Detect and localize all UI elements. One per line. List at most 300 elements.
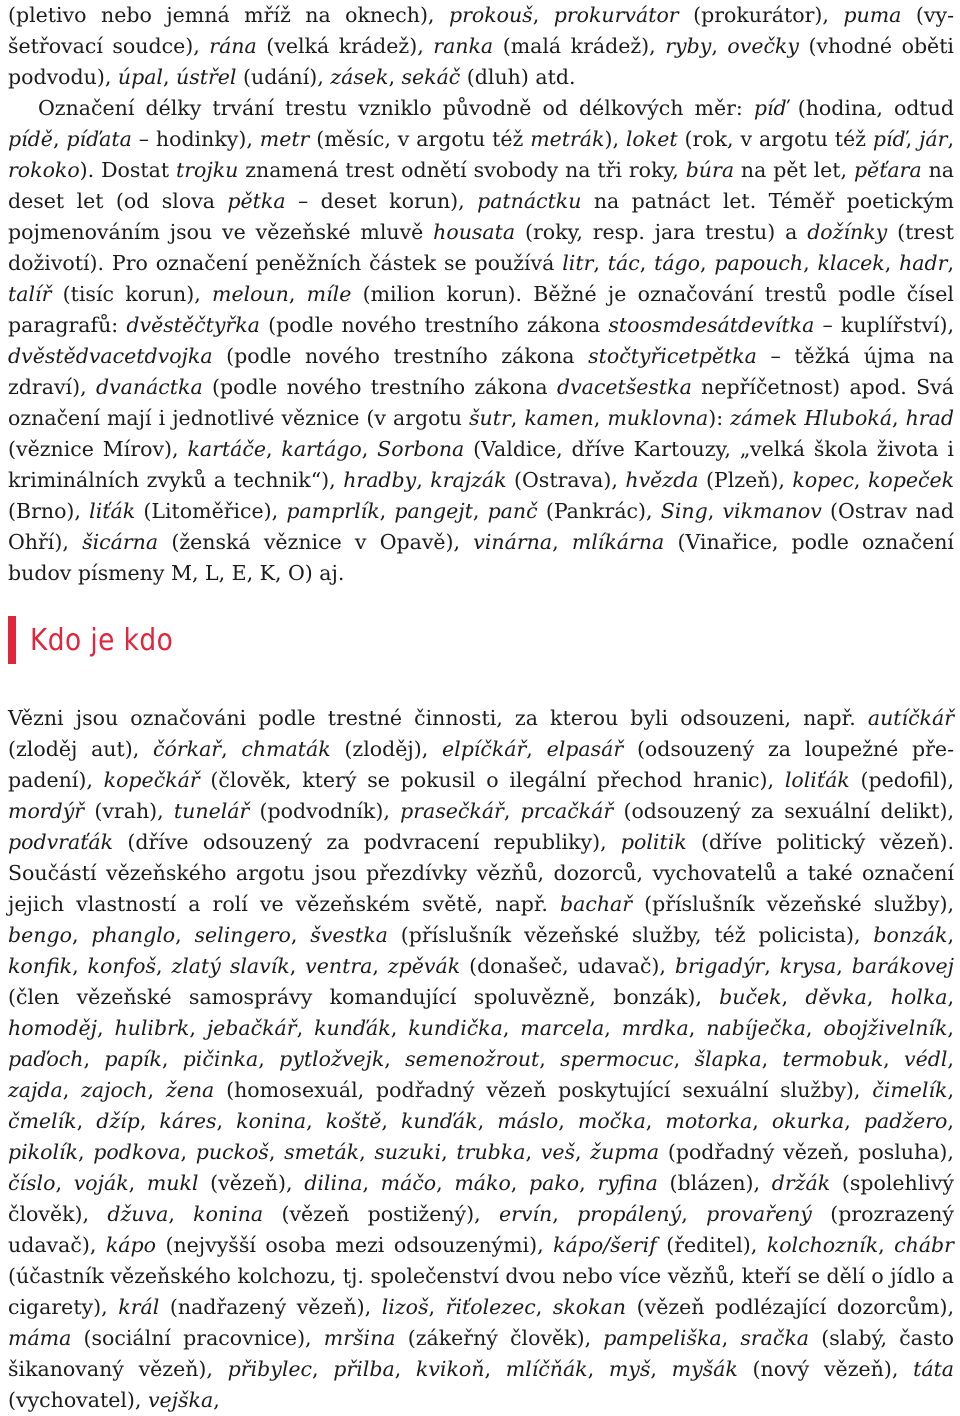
slang-term: krysa [779,954,837,978]
paragraph-sentence-lengths [8,93,954,589]
text-run: (účastník vězeňského kolchozu, tj. společenství dvou nebo více vězňů, kteří se dělí o jídlo a cigarety), [8,1264,954,1319]
slang-term: zajda [8,1078,63,1102]
text-run: (Litoměřice), [135,499,287,523]
text-run: (podvodník), [249,799,401,823]
text-run: , [781,985,806,1009]
slang-term: pytložvejk [279,1047,385,1071]
slang-term: šlapka [694,1047,762,1071]
text-run: ). Dostat [79,158,176,182]
slang-term: phanglo [91,923,176,947]
text-run: , [650,1357,672,1381]
text-run: (trest doživotí). Pro označení peněžních částek se používá [8,220,954,275]
text-run: , [526,737,547,761]
slang-term: búra [685,158,735,182]
slang-term: zámek Hluboká [730,406,893,430]
text-run: , [947,1016,954,1040]
slang-term: buček [719,985,782,1009]
text-run: (sociální pracovnice), [71,1326,324,1350]
slang-term: lizoš [381,1295,429,1319]
text-run: (zloděj aut), [8,737,154,761]
text-run: , [579,1171,598,1195]
slang-term: táta [913,1357,954,1381]
text-run: – kuplířství), [814,313,954,337]
slang-term: píďata [66,127,132,151]
text-run: , [213,1388,220,1412]
slang-term: autíčkář [867,706,954,730]
text-run: , [681,1202,707,1226]
slang-term: čmelík [8,1109,77,1133]
heading-accent-bar [8,616,16,664]
slang-term: marcela [520,1016,605,1040]
text-run: , [289,954,306,978]
slang-term: zpěvák [387,954,461,978]
text-run: , [947,1109,954,1133]
text-run: , [189,1016,207,1040]
slang-term: barákovej [851,954,954,978]
text-run: , [162,65,177,89]
text-run: , [155,954,172,978]
slang-term: chábr [894,1233,954,1257]
text-run: na deset let (od slova [8,158,954,213]
slang-term: kápo/šerif [553,1233,657,1257]
slang-term: patnáctku [477,189,582,213]
text-run: , [878,1233,895,1257]
slang-term: motorka [665,1109,753,1133]
slang-term: mordýř [8,799,85,823]
slang-term: védl [904,1047,948,1071]
slang-term: veš [540,1140,575,1164]
text-run: (pedofil), [849,768,954,792]
text-run: (zloděj), [330,737,442,761]
text-run: , [947,923,954,947]
text-run: ): [708,406,731,430]
text-run: (vězeň podlézající dozorcům), [626,1295,954,1319]
slang-term: meloun [212,282,289,306]
slang-term: kundička [408,1016,503,1040]
text-run: (podle nového trestního zákona [259,313,609,337]
slang-term: ervín [498,1202,553,1226]
slang-term: paďoch [8,1047,84,1071]
slang-term: puma [843,3,902,27]
text-run: – hodinky), [131,127,260,151]
text-run: (hodina, odtud [786,96,954,120]
text-run: (Ostrav nad Ohří), [8,499,954,554]
slang-term: metr [259,127,310,151]
text-run: , [175,923,195,947]
text-run: (slabý, často šikanovaný vězeň), [8,1326,954,1381]
text-run: , [161,1047,183,1071]
text-run: , [147,1078,166,1102]
text-run: , [700,251,715,275]
document-page [8,0,954,1416]
text-run: (Plzeň), [698,468,793,492]
text-run: , [574,1140,591,1164]
slang-term: stočtyřicetpětka [588,344,757,368]
slang-term: děvka [805,985,867,1009]
slang-term: prokurvátor [553,3,679,27]
text-run: , [290,923,311,947]
text-run: , [805,1016,824,1040]
text-run: , [477,1109,498,1133]
text-run: , [312,1357,334,1381]
text-run: , [168,1202,194,1226]
slang-term: loliťák [784,768,850,792]
text-run: (vězeň postižený), [263,1202,499,1226]
slang-term: bengo [8,923,72,947]
text-run: na patnáct let. Téměř poetickým pojmenováním jsou ve vězeňské mluvě [8,189,954,244]
slang-term: papík [104,1047,162,1071]
slang-term: holka [890,985,948,1009]
slang-term: šutr [469,406,511,430]
text-run: (věznice Mírov), [8,437,188,461]
slang-term: vikmanov [722,499,822,523]
text-run: , [752,1109,772,1133]
text-run: (dříve odsouzený za podvracení republiky), [113,830,621,854]
slang-term: dvěstědvacetdvojka [8,344,213,368]
slang-term: tunelář [173,799,250,823]
text-run: (vychovatel), [8,1388,148,1412]
text-run: , [361,437,378,461]
slang-term: džuva [107,1202,169,1226]
slang-term: pako [529,1171,580,1195]
text-run: (roky, resp. jara trestu) a [515,220,808,244]
slang-term: kopečkář [103,768,200,792]
slang-term: pěťara [853,158,922,182]
text-run: (člověk, který se pokusil o ilegální přechod hranic), [199,768,785,792]
text-run: (podle nového trestního zákona [202,375,557,399]
slang-term: papouch [714,251,804,275]
slang-term: pampeliška [603,1326,722,1350]
slang-term: držák [771,1171,831,1195]
slang-term: nabíječka [706,1016,806,1040]
slang-term: elpíčkář [442,737,527,761]
slang-term: tágo [654,251,701,275]
slang-term: propálený [577,1202,682,1226]
slang-term: kvikoň [415,1357,485,1381]
slang-term: píď [872,127,906,151]
slang-term: dilina [304,1171,363,1195]
text-run: (Ostrava), [506,468,626,492]
text-run: , [390,1016,409,1040]
text-run: ), [604,127,626,151]
slang-term: máma [8,1326,72,1350]
slang-term: hvězda [625,468,699,492]
slang-term: jebačkář [206,1016,297,1040]
text-run: , [139,1109,160,1133]
text-run: (Brno), [8,499,90,523]
slang-term: vinárna [473,530,553,554]
slang-term: hulibrk [114,1016,190,1040]
slang-term: konfoš [87,954,156,978]
text-run: , [947,127,954,151]
slang-term: pikolík [8,1140,78,1164]
text-run: (podřadný vězeň, posluha), [659,1140,954,1164]
slang-term: konina [193,1202,264,1226]
text-run: – těžká újma na zdraví), [8,344,954,399]
text-run: – deset korun), [285,189,478,213]
slang-term: máko [454,1171,511,1195]
slang-term: podvraťák [8,830,114,854]
text-run: , [905,127,920,151]
slang-term: ranka [433,34,494,58]
text-run: , [76,1109,97,1133]
text-run: (blázen), [657,1171,772,1195]
slang-term: padžero [863,1109,948,1133]
slang-term: pičinka [182,1047,259,1071]
text-run: , [379,499,395,523]
slang-term: džíp [96,1109,140,1133]
slang-term: řiťolezec [445,1295,536,1319]
text-run: , [604,1016,622,1040]
text-run: , [844,1109,864,1133]
text-run: (zákeřný člověk), [395,1326,604,1350]
slang-term: podkova [93,1140,181,1164]
slang-term: kamen [524,406,594,430]
slang-term: skokan [552,1295,626,1319]
text-run: , [892,406,906,430]
slang-term: puckoš [195,1140,269,1164]
slang-term: mukl [146,1171,199,1195]
text-run: na pět let, [734,158,854,182]
text-run: , [803,251,818,275]
slang-term: suzuki [374,1140,442,1164]
text-run: , [539,1047,561,1071]
slang-term: semenožrout [405,1047,540,1071]
text-run: , [721,1326,741,1350]
text-run: (odsouzený za loupežné přepadení), [8,737,954,792]
slang-term: čimelík [872,1078,948,1102]
text-run: (vězeň), [198,1171,305,1195]
text-run: , [645,1109,666,1133]
slang-term: pamprlík [286,499,380,523]
slang-term: homoděj [8,1016,97,1040]
slang-term: ryby [665,34,712,58]
slang-term: pangejt [394,499,473,523]
text-run: , [62,1078,82,1102]
slang-term: krajzák [430,468,507,492]
text-run: (ženská věznice v Opavě), [158,530,474,554]
slang-term: šicárna [82,530,159,554]
text-run: , [688,1016,707,1040]
slang-term: termobuk [782,1047,884,1071]
slang-term: močka [577,1109,646,1133]
text-run: , [673,1047,695,1071]
text-run: , [288,282,307,306]
text-run: , [306,1109,326,1133]
slang-term: kartáče [187,437,266,461]
text-run: , [128,1171,147,1195]
text-run: , [593,251,608,275]
text-run: , [436,1171,455,1195]
slang-term: žena [165,1078,215,1102]
text-run: Vězni jsou označováni podle trestné činnosti, za kterou byli odsouzeni, např. [8,706,868,730]
text-run: , [502,1016,521,1040]
slang-term: mlíkárna [571,530,665,554]
slang-term: selingero [194,923,291,947]
text-run: , [296,1016,315,1040]
slang-term: přilba [333,1357,395,1381]
slang-term: dvěstěčtyřka [126,313,260,337]
text-run: , [221,737,242,761]
paragraph-prison-slang-terms [8,0,954,93]
slang-term: muklovna [607,406,709,430]
text-run: znamená trest odnětí svobody na tři roky, [238,158,686,182]
slang-term: pídě [8,127,53,151]
slang-term: ovečky [727,34,799,58]
text-run: (příslušník vězeňské služby, též policista), [387,923,874,947]
text-run: , [711,34,728,58]
slang-term: ústřel [176,65,237,89]
slang-term: hadr [899,251,948,275]
slang-term: míle [306,282,352,306]
text-run: (nadřazený vězeň), [159,1295,382,1319]
slang-term: konfik [8,954,73,978]
slang-term: Sing [660,499,708,523]
text-run: , [359,1140,375,1164]
text-run: , [866,985,891,1009]
text-run: (rok, v argotu též [677,127,873,151]
text-run: , [761,1047,783,1071]
slang-term: máslo [497,1109,559,1133]
slang-term: zlatý slavík [171,954,290,978]
text-run: , [258,1047,280,1071]
slang-term: trubka [456,1140,526,1164]
slang-term: trojku [175,158,239,182]
slang-term: píď [753,96,787,120]
slang-term: litr [562,251,594,275]
text-run: , [384,1047,406,1071]
slang-term: župma [590,1140,660,1164]
slang-term: mršina [323,1326,396,1350]
text-run: , [525,1140,541,1164]
section-title: Kdo je kdo [30,622,174,658]
text-run: , [947,251,954,275]
slang-term: král [118,1295,160,1319]
text-run: , [884,251,900,275]
slang-term: prcačkář [520,799,614,823]
slang-term: rokoko [8,158,80,182]
text-run: , [552,1202,578,1226]
text-run: (homosexuál, podřadný vězeň poskytující sexuální služby), [214,1078,873,1102]
text-run: , [947,1078,954,1102]
slang-term: obojživelník [823,1016,948,1040]
text-run: , [388,65,402,89]
text-run: (prokurátor), [678,3,844,27]
slang-term: metrák [530,127,605,151]
text-run: Označení délky trvání trestu vzniklo původně od délkových měr: [38,96,754,120]
text-run: , [947,985,954,1009]
slang-term: dožínky [807,220,888,244]
text-run: , [52,127,67,151]
slang-term: housata [433,220,516,244]
slang-term: kápo [105,1233,156,1257]
text-run: (spolehlivý člověk), [8,1171,954,1226]
slang-term: bonzák [873,923,948,947]
slang-term: kopec [792,468,854,492]
text-run: , [639,251,655,275]
text-run: , [853,468,868,492]
slang-term: hradby [343,468,417,492]
slang-term: sračka [740,1326,810,1350]
slang-term: sekáč [401,65,461,89]
slang-term: klacek [817,251,885,275]
slang-term: myš [608,1357,651,1381]
text-run: , [416,468,431,492]
text-run: , [587,1357,609,1381]
slang-term: kunďák [314,1016,391,1040]
text-run: (vyšetřovací soudce), [8,3,954,58]
slang-term: pětka [227,189,286,213]
text-run: , [72,954,88,978]
slang-term: jár [919,127,948,151]
text-run: , [558,1109,578,1133]
text-run: nepříčetnost) apod. Svá označení mají i jednotlivé věznice (v argotu [8,375,954,430]
text-run: (dříve politický vězeň). Součástí vězeňského argotu jsou přezdívky vězňů, dozorců, vychovatelů a také označení jejich vlastností a rolí ve vězeňském světě, např. [8,830,954,916]
text-run: (podle nového trestního zákona [212,344,589,368]
slang-term: úpal [117,65,163,89]
slang-term: mlíčňák [505,1357,588,1381]
slang-term: koště [325,1109,382,1133]
slang-term: švestka [310,923,388,947]
text-run: , [394,1357,416,1381]
text-run: (měsíc, v argotu též [309,127,531,151]
text-run: , [77,1140,94,1164]
text-run: , [180,1140,196,1164]
slang-term: zajoch [81,1078,148,1102]
text-run: , [216,1109,237,1133]
slang-term: prokouš [448,3,533,27]
text-run: (vhodné oběti podvodu), [8,34,954,89]
text-run: (nejvyšší osoba mezi odsouzenými), [155,1233,554,1257]
text-run: (donašeč, udavač), [460,954,675,978]
section-heading [8,613,954,667]
slang-term: okurka [771,1109,845,1133]
slang-term: myšák [671,1357,738,1381]
text-run: (prozrazený udavač), [8,1202,955,1257]
text-run: , [55,1171,74,1195]
text-run: , [532,3,554,27]
text-run: (příslušník vězeňské služby), [632,892,954,916]
text-run: , [484,1357,506,1381]
slang-term: stoosmdesátdevítka [608,313,815,337]
text-run: , [593,406,608,430]
text-run: , [268,1140,285,1164]
text-run: , [362,1171,381,1195]
slang-term: rána [209,34,257,58]
slang-term: dvacetšestka [556,375,692,399]
text-run: , [96,1016,115,1040]
text-run: , [947,1047,954,1071]
slang-term: čórkař [153,737,222,761]
text-run: (člen vězeňské samosprávy komandující spoluvězně, bonzák), [8,985,720,1009]
text-run: (vrah), [84,799,174,823]
slang-term: Sorbona [377,437,465,461]
text-run: , [510,406,525,430]
slang-term: chmaták [241,737,331,761]
text-run: (Vinařice, podle označení budov písmeny M, L, E, K, O) aj. [8,530,954,585]
slang-term: mrdka [621,1016,689,1040]
text-run: , [441,1140,457,1164]
slang-term: spermocuc [560,1047,674,1071]
slang-term: kolchozník [766,1233,879,1257]
text-run: , [510,1171,530,1195]
text-run: , [764,954,780,978]
slang-term: ventra [305,954,373,978]
text-run: , [372,954,388,978]
slang-term: kopeček [867,468,954,492]
text-run: , [503,799,521,823]
slang-term: máčo [380,1171,437,1195]
